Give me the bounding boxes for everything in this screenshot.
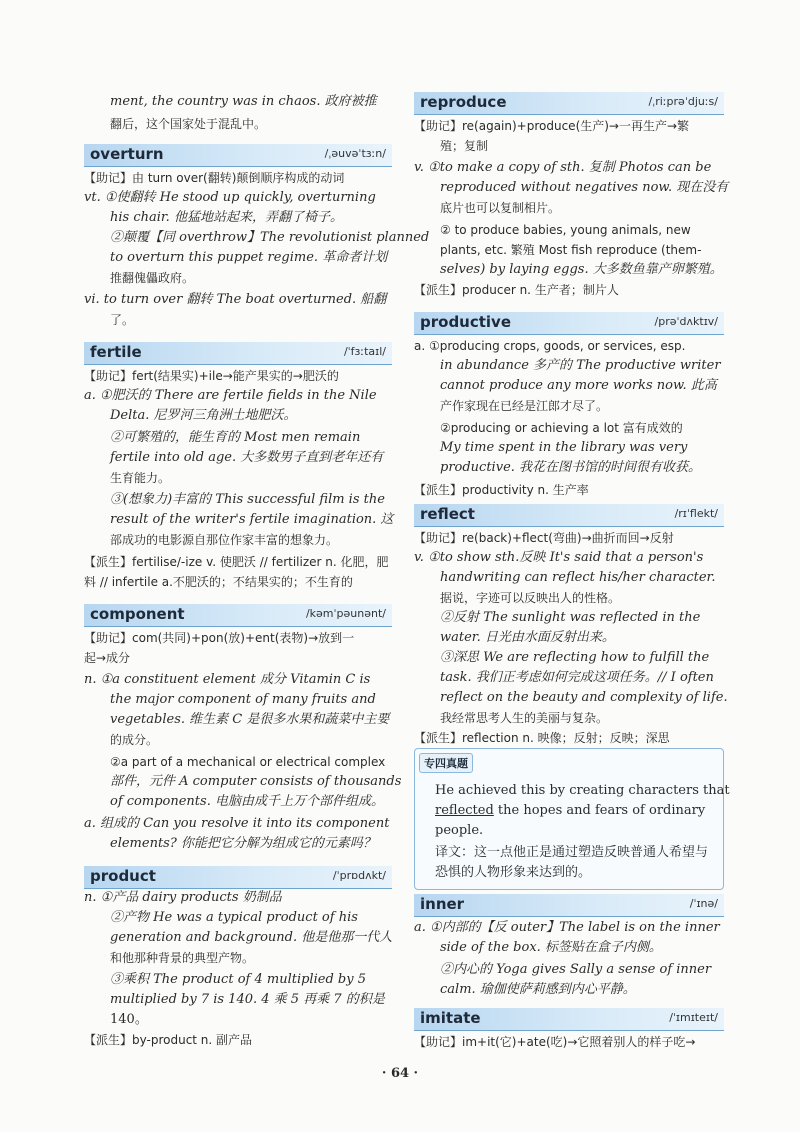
component-line-7: ②a part of a mechanical or electrical complex (110, 755, 386, 769)
product-line-6: multiplied by 7 is 140. 4 乘 5 再乘 7 的积是 (110, 992, 385, 1007)
fertile-line-10: 【派生】fertilise/-ize v. 使肥沃 // fertilizer n. 化肥，肥 (84, 555, 389, 569)
entry-phonetic: /rɪˈflekt/ (674, 507, 718, 520)
reproduce-line-5: 底片也可以复制相片。 (440, 201, 561, 215)
component-line-9: of components. 电脑由成千上万个部件组成。 (110, 794, 384, 809)
productive-line-3: cannot produce any more works now. 此高 (440, 378, 717, 393)
entry-component-header (84, 604, 392, 627)
reflect-line-7: ③深思 We are reflecting how to fulfill the (440, 650, 710, 665)
reproduce-line-1: 【助记】re(again)+produce(生产)→一再生产→繁 (414, 119, 690, 133)
product-line-4: 和他那种背景的典型产物。 (110, 951, 255, 965)
component-line-6: 的成分。 (110, 733, 159, 747)
product-line-7: 140。 (110, 1012, 148, 1027)
inner-line-2: side of the box. 标签贴在盒子内侧。 (440, 940, 662, 955)
entry-word: imitate (420, 1009, 481, 1027)
entry-word: inner (420, 895, 465, 913)
productive-line-1: a. ①producing crops, goods, or services, esp. (414, 339, 686, 353)
reproduce-line-3: v. ①to make a copy of sth. 复制 Photos can be (414, 160, 712, 175)
product-line-1: n. ①产品 dairy products 奶制品 (84, 890, 282, 905)
productive-line-8: 【派生】productivity n. 生产率 (414, 483, 589, 497)
productive-line-5: ②producing or achieving a lot 富有成效的 (440, 421, 683, 435)
component-line-4: the major component of many fruits and (110, 692, 376, 707)
exam-label: 专四真题 (419, 753, 473, 773)
fertile-line-9: 部成功的电影源自那位作家丰富的想象力。 (110, 533, 339, 547)
overturn-line-7: vi. to turn over 翻转 The boat overturned. 船翻 (84, 292, 387, 307)
entry-word: component (90, 605, 185, 623)
reflect-line-9: reflect on the beauty and complexity of life. (440, 690, 728, 705)
reflect-line-5: ②反射 The sunlight was reflected in the (440, 610, 701, 625)
entry-phonetic: /ˈɪnə/ (689, 897, 718, 910)
entry-phonetic: /ˈɪmɪteɪt/ (669, 1011, 718, 1024)
reflect-line-10: 我经常思考人生的美丽与复杂。 (440, 711, 609, 725)
component-line-5: vegetables. 维生素 C 是很多水果和蔬菜中主要 (110, 712, 390, 727)
reflect-line-6: water. 日光由水面反射出来。 (440, 630, 615, 645)
reproduce-line-7: plants, etc. 繁殖 Most fish reproduce (them- (440, 243, 702, 257)
reproduce-line-8: selves) by laying eggs. 大多数鱼靠产卵繁殖。 (440, 262, 723, 277)
inner-line-3: ②内心的 Yoga gives Sally a sense of inner (440, 962, 712, 977)
page-number: · 64 · (381, 1066, 419, 1081)
entry-word: productive (420, 313, 512, 331)
component-line-2: 起→成分 (84, 651, 131, 665)
fertile-line-1: 【助记】fert(结果实)+ile→能产果实的→肥沃的 (84, 369, 339, 383)
exam-sentence-line-1: He achieved this by creating characters that (435, 783, 730, 798)
overturn-line-3: his chair. 他猛地站起来，弄翻了椅子。 (110, 210, 343, 225)
overturn-line-5: to overturn this puppet regime. 革命者计划 (110, 250, 388, 265)
entry-phonetic: /ˌəuvəˈtɜːn/ (324, 147, 386, 160)
entry-word: product (90, 867, 156, 885)
product-line-5: ③乘积 The product of 4 multiplied by 5 (110, 972, 366, 987)
component-line-1: 【助记】com(共同)+pon(放)+ent(表物)→放到一 (84, 631, 355, 645)
entry-phonetic: /prəˈdʌktɪv/ (654, 315, 718, 328)
overturn-line-2: vt. ①使翻转 He stood up quickly, overturning (84, 190, 376, 205)
component-line-11: elements? 你能把它分解为组成它的元素吗？ (110, 836, 376, 851)
product-line-3: generation and background. 他是他那一代人 (110, 930, 393, 945)
component-line-3: n. ①a constituent element 成分 Vitamin C is (84, 672, 371, 687)
product-line-8: 【派生】by-product n. 副产品 (84, 1033, 253, 1047)
exam-translation-line-2: 恐惧的人物形象来达到的。 (435, 865, 592, 880)
entry-overturn-header (84, 144, 392, 167)
reflect-line-2: v. ①to show sth.反映 It's said that a person's (414, 550, 704, 565)
exam-sentence-line-2 (435, 801, 715, 821)
entry-product-header (84, 866, 392, 889)
fertile-line-7: ③(想象力)丰富的 This successful film is the (110, 492, 385, 507)
exam-underlined-word: reflected (435, 803, 494, 818)
reflect-line-4: 据说，字迹可以反映出人的性格。 (440, 591, 621, 605)
component-line-8: 部件，元件 A computer consists of thousands (110, 774, 402, 789)
overturn-line-4: ②颠覆【同 overthrow】The revolutionist planned (110, 230, 430, 245)
fertile-line-2: a. ①肥沃的 There are fertile fields in the Nile (84, 388, 377, 403)
fertile-line-6: 生育能力。 (110, 471, 171, 485)
entry-phonetic: /ˈprɒdʌkt/ (332, 869, 386, 882)
exam-sentence-line-3: people. (435, 823, 484, 838)
entry-reproduce-header (414, 92, 724, 115)
component-line-10: a. 组成的 Can you resolve it into its component (84, 816, 390, 831)
entry-phonetic: /ˌriːprəˈdjuːs/ (648, 95, 718, 108)
productive-line-7: productive. 我花在图书馆的时间很有收获。 (440, 460, 702, 475)
entry-imitate-header (414, 1008, 724, 1031)
productive-line-2: in abundance 多产的 The productive writer (440, 358, 721, 373)
entry-productive-header (414, 312, 724, 335)
entry-word: reproduce (420, 93, 507, 111)
entry-reflect-header (414, 504, 724, 527)
productive-line-4: 产作家现在已经是江郎才尽了。 (440, 399, 609, 413)
fertile-line-8: result of the writer's fertile imagination. 这 (110, 512, 394, 527)
exam-question-box (414, 748, 730, 890)
reflect-line-1: 【助记】re(back)+flect(弯曲)→曲折而回→反射 (414, 531, 674, 545)
reproduce-line-2: 殖；复制 (440, 139, 489, 153)
reflect-line-11: 【派生】reflection n. 映像；反射；反映；深思 (414, 731, 670, 745)
entry-fertile-header (84, 342, 392, 365)
reflect-line-8: task. 我们正考虑如何完成这项任务。// I often (440, 670, 714, 685)
exam-translation-line-1: 译文：这一点他正是通过塑造反映普通人希望与 (435, 845, 709, 860)
product-line-2: ②产物 He was a typical product of his (110, 910, 358, 925)
entry-phonetic: /kəmˈpəunənt/ (305, 607, 386, 620)
overturn-line-6: 推翻傀儡政府。 (110, 271, 195, 285)
entry-word: fertile (90, 343, 142, 361)
entry-inner-header (414, 894, 724, 917)
entry-phonetic: /ˈfɜːtaɪl/ (343, 345, 386, 358)
intro-line-2: 翻后，这个国家处于混乱中。 (110, 117, 267, 131)
reproduce-line-6: ② to produce babies, young animals, new (440, 223, 691, 237)
fertile-line-11: 料 // infertile a.不肥沃的；不结果实的；不生育的 (84, 575, 353, 589)
intro-line-1: ment, the country was in chaos. 政府被推 (110, 94, 377, 109)
fertile-line-5: fertile into old age. 大多数男子直到老年还有 (110, 450, 384, 465)
overturn-line-8: 了。 (110, 313, 135, 327)
inner-line-4: calm. 瑜伽使萨莉感到内心平静。 (440, 982, 636, 997)
exam-sentence-rest: the hopes and fears of ordinary (493, 803, 706, 818)
entry-word: overturn (90, 145, 164, 163)
entry-word: reflect (420, 505, 475, 523)
reproduce-line-9: 【派生】producer n. 生产者；制片人 (414, 283, 619, 297)
inner-line-1: a. ①内部的【反 outer】The label is on the inner (414, 920, 720, 935)
overturn-line-1: 【助记】由 turn over(翻转)颠倒顺序构成的动词 (84, 171, 345, 185)
reflect-line-3: handwriting can reflect his/her character. (440, 570, 716, 585)
fertile-line-4: ②可繁殖的，能生育的 Most men remain (110, 430, 361, 445)
productive-line-6: My time spent in the library was very (440, 440, 688, 455)
imitate-line-1: 【助记】im+it(它)+ate(吃)→它照着别人的样子吃→ (414, 1035, 696, 1049)
fertile-line-3: Delta. 尼罗河三角洲土地肥沃。 (110, 408, 297, 423)
reproduce-line-4: reproduced without negatives now. 现在没有 (440, 180, 729, 195)
